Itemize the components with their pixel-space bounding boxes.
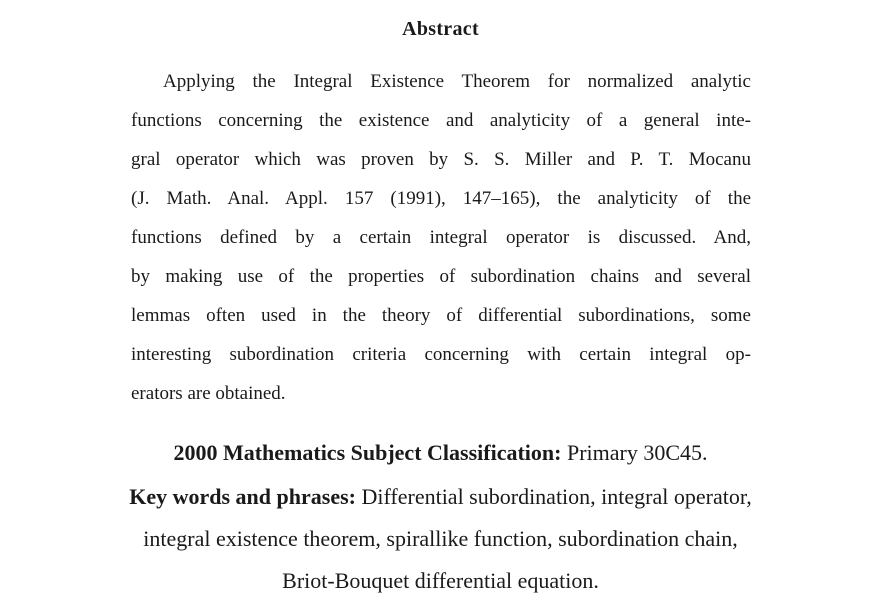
abstract-line: erators are obtained. [131, 383, 286, 404]
abstract-line: (J. Math. Anal. Appl. 157 (1991), 147–165), the analyticity of the [131, 188, 751, 209]
subject-classification [0, 440, 881, 466]
abstract-line: Applying the Integral Existence Theorem for normalized analytic [163, 71, 751, 92]
keywords-line: Briot-Bouquet differential equation. [282, 568, 599, 593]
abstract-line: functions concerning the existence and analyticity of a general inte- [131, 110, 751, 131]
abstract-heading: Abstract [402, 18, 479, 40]
keywords-block [0, 481, 881, 607]
keywords-line [0, 481, 881, 523]
keywords-text: Differential subordination, integral operator, [361, 484, 752, 509]
abstract-line: interesting subordination criteria concerning with certain integral op- [131, 344, 751, 365]
classification-value: Primary 30C45. [566, 440, 708, 465]
classification-label: 2000 Mathematics Subject Classification: [173, 440, 562, 465]
abstract-line: lemmas often used in the theory of differential subordinations, some [131, 305, 751, 326]
abstract-body [131, 68, 751, 419]
abstract-line: gral operator which was proven by S. S. Miller and P. T. Mocanu [131, 149, 751, 170]
abstract-line: by making use of the properties of subordination chains and several [131, 266, 751, 287]
abstract-line: functions defined by a certain integral operator is discussed. And, [131, 227, 751, 248]
keywords-line: integral existence theorem, spirallike function, subordination chain, [143, 526, 738, 551]
keywords-label: Key words and phrases: [129, 484, 356, 509]
